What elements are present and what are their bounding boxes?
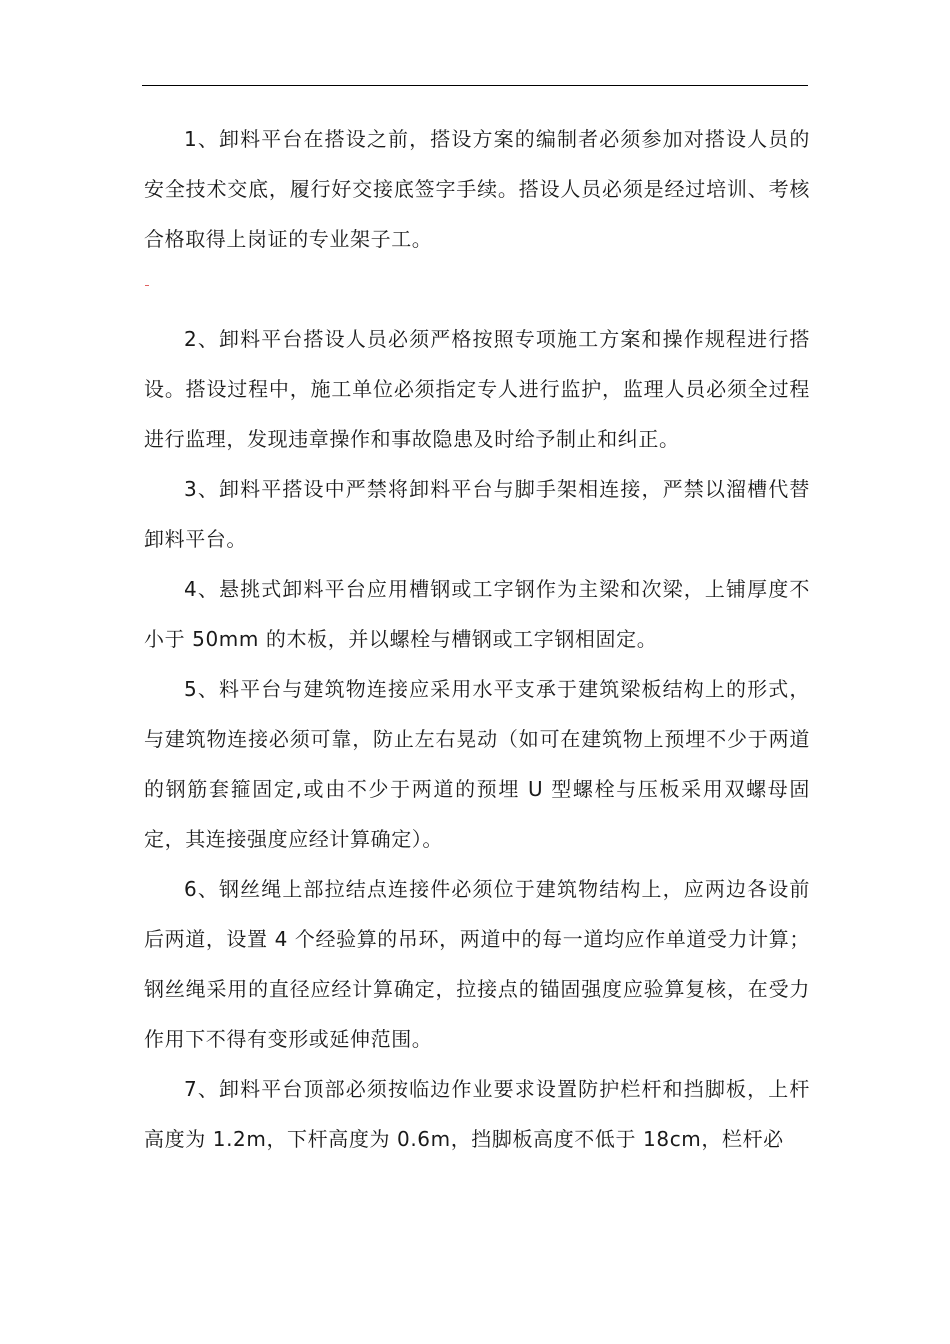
paragraph-6: 6、钢丝绳上部拉结点连接件必须位于建筑物结构上，应两边各设前后两道，设置 4 个经验算的吊环，两道中的每一道均应作单道受力计算；钢丝绳采用的直径应经计算确定，拉接点的锚固强度应验算复核，在受力作用下不得有变形或延伸范围。 — [144, 877, 810, 1051]
paragraph-2: 2、卸料平台搭设人员必须严格按照专项施工方案和操作规程进行搭设。搭设过程中，施工单位必须指定专人进行监护，监理人员必须全过程进行监理，发现违章操作和事故隐患及时给予制止和纠正。 — [144, 327, 810, 451]
paragraph-1: 1、卸料平台在搭设之前，搭设方案的编制者必须参加对搭设人员的安全技术交底，履行好交接底签字手续。搭设人员必须是经过培训、考核合格取得上岗证的专业架子工。 — [144, 127, 810, 251]
paragraph-4: 4、悬挑式卸料平台应用槽钢或工字钢作为主梁和次梁，上铺厚度不小于 50mm 的木板，并以螺栓与槽钢或工字钢相固定。 — [144, 577, 810, 651]
header-rule — [142, 85, 808, 86]
paragraph-3: 3、卸料平搭设中严禁将卸料平台与脚手架相连接，严禁以溜槽代替卸料平台。 — [144, 477, 810, 551]
paragraph-7: 7、卸料平台顶部必须按临边作业要求设置防护栏杆和挡脚板，上杆高度为 1.2m，下杆高度为 0.6m，挡脚板高度不低于 18cm，栏杆必 — [144, 1077, 810, 1151]
page-body — [144, 114, 810, 1164]
paragraph-spacer — [144, 264, 810, 314]
paragraph-5: 5、料平台与建筑物连接应采用水平支承于建筑梁板结构上的形式，与建筑物连接必须可靠，防止左右晃动（如可在建筑物上预埋不少于两道的钢筋套箍固定,或由不少于两道的预埋 U 型螺栓与压板采用双螺母固定，其连接强度应经计算确定）。 — [144, 677, 810, 851]
red-edit-mark — [145, 285, 149, 286]
